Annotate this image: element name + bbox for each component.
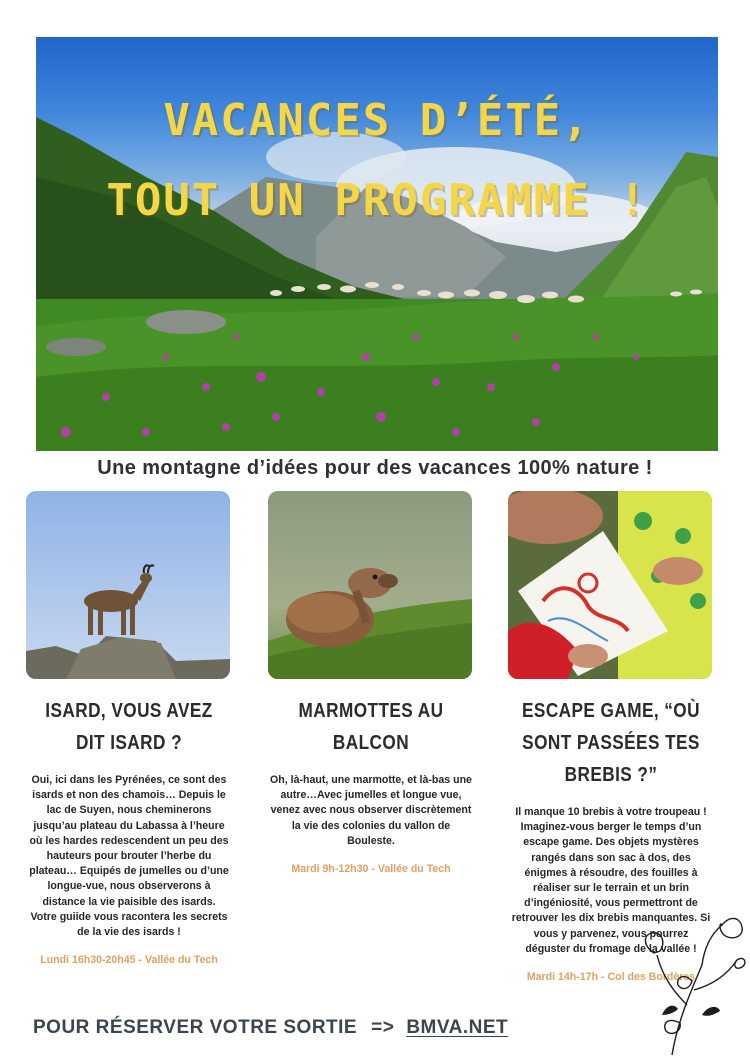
hero-title-line-2: TOUT UN PROGRAMME ! bbox=[106, 175, 648, 226]
card-title: ESCAPE GAME, “OÙ SONT PASSÉES TES BREBIS ?” bbox=[522, 700, 700, 786]
activity-card-isard bbox=[26, 491, 232, 966]
hero-title-line-1: VACANCES D’ÉTÉ, bbox=[163, 95, 591, 146]
booking-link[interactable]: BMVA.NET bbox=[406, 1017, 509, 1038]
card-description: Oui, ici dans les Pyrénées, ce sont des isards et non des chamois… Depuis le lac de Suyen, nous cheminerons jusqu’au plateau du Labassa à l’heure où les hardes redescendent un peu des hauteurs pour brouter l’herbe du plateau… Equipés de jumelles ou d’une longue-vue, nous observerons à distance la vie paisible des isards. Votre guiide vous racontera les secrets de la vie des isards ! bbox=[29, 774, 229, 939]
subtitle: Une montagne d’idées pour des vacances 100% nature ! bbox=[97, 457, 653, 479]
activity-card-marmottes bbox=[268, 491, 474, 875]
card-schedule: Lundi 16h30-20h45 - Vallée du Tech bbox=[40, 954, 218, 967]
card-schedule: Mardi 9h-12h30 - Vallée du Tech bbox=[291, 863, 451, 876]
hero-banner bbox=[36, 37, 718, 451]
isard-photo bbox=[26, 491, 230, 679]
card-title: ISARD, VOUS AVEZ DIT ISARD ? bbox=[45, 700, 213, 754]
card-title: MARMOTTES AU BALCON bbox=[298, 700, 444, 754]
escape-game-photo bbox=[508, 491, 712, 679]
card-description: Il manque 10 brebis à votre troupeau ! Imaginez-vous berger le temps d’un escape game. Des objets mystères rangés dans son sac à dos, des énigmes à résoudre, des fouilles à réaliser sur le terrain et un brin d’ingéniosité, vous permettront de retrouver les dix brebis manquantes. Si vous y parvenez, vous pourrez déguster du fromage de la vallée ! bbox=[511, 806, 711, 955]
arrow-text: => bbox=[371, 1017, 395, 1038]
booking-footer bbox=[33, 1017, 508, 1039]
marmot-photo bbox=[268, 491, 472, 679]
booking-label: POUR RÉSERVER VOTRE SORTIE bbox=[33, 1017, 358, 1038]
card-schedule: Mardi 14h-17h - Col des Bordères bbox=[526, 971, 696, 984]
card-description: Oh, là-haut, une marmotte, et là-bas une autre…Avec jumelles et longue vue, venez avec nous observer discrètement la vie des colonies du vallon de Bouleste. bbox=[270, 774, 472, 847]
decorative-flower-illustration bbox=[632, 905, 748, 1055]
